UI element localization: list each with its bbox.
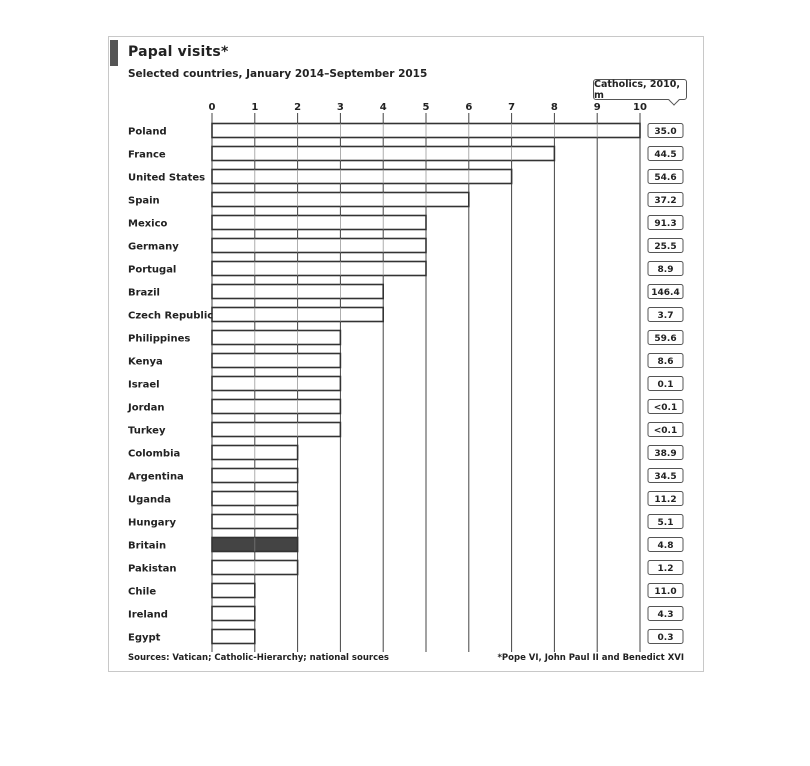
category-label: Spain <box>128 195 160 207</box>
value-label: 35.0 <box>654 127 677 137</box>
value-label: 38.9 <box>654 449 677 459</box>
x-tick-label: 3 <box>336 102 344 113</box>
value-label: 4.3 <box>657 610 674 620</box>
value-label: 8.9 <box>657 265 674 275</box>
bar <box>212 423 340 437</box>
value-label: 34.5 <box>654 472 677 482</box>
value-label: 11.2 <box>654 495 677 505</box>
bar <box>212 239 426 253</box>
category-label: Hungary <box>128 517 176 529</box>
category-label: Poland <box>128 126 167 138</box>
x-tick-label: 2 <box>294 102 302 113</box>
value-label: 1.2 <box>657 564 674 574</box>
category-label: Czech Republic <box>128 310 214 322</box>
bar <box>212 584 255 598</box>
category-label: Philippines <box>128 333 191 345</box>
bar <box>212 216 426 230</box>
value-label: 91.3 <box>654 219 677 229</box>
category-label: Israel <box>128 379 160 391</box>
category-label: Germany <box>128 241 179 253</box>
value-label: 4.8 <box>657 541 674 551</box>
value-label: <0.1 <box>653 403 678 413</box>
category-label: United States <box>128 172 206 184</box>
x-tick-label: 0 <box>208 102 216 113</box>
category-label: Brazil <box>128 287 160 299</box>
unit-label-callout: Catholics, 2010, m <box>593 79 687 100</box>
x-axis-ticks <box>209 102 647 113</box>
x-tick-label: 8 <box>550 102 558 113</box>
bar <box>212 331 340 345</box>
category-label: Portugal <box>128 264 177 276</box>
value-label: 44.5 <box>654 150 677 160</box>
category-labels <box>127 127 213 644</box>
bar <box>212 377 340 391</box>
value-label: 11.0 <box>654 587 677 597</box>
x-tick-label: 6 <box>465 102 473 113</box>
category-label: Turkey <box>128 425 166 437</box>
value-label: 5.1 <box>657 518 674 528</box>
category-label: France <box>128 149 166 161</box>
value-label: 37.2 <box>654 196 677 206</box>
category-label: Uganda <box>128 494 172 506</box>
value-label: 8.6 <box>657 357 674 367</box>
value-label: 3.7 <box>657 311 674 321</box>
category-label: Egypt <box>128 632 161 644</box>
source-note: Sources: Vatican; Catholic-Hierarchy; national sources <box>128 653 389 663</box>
x-tick-label: 7 <box>508 102 516 113</box>
category-label: Kenya <box>128 356 163 368</box>
bar <box>212 400 340 414</box>
footnote: *Pope VI, John Paul II and Benedict XVI <box>497 653 684 663</box>
bar <box>212 630 255 644</box>
bar <box>212 607 255 621</box>
x-tick-label: 4 <box>379 102 387 113</box>
bar <box>212 170 512 184</box>
x-tick-label: 1 <box>251 102 259 113</box>
category-label: Mexico <box>128 218 168 230</box>
chart-subtitle: Selected countries, January 2014–September 2015 <box>128 68 428 80</box>
category-label: Britain <box>128 540 167 552</box>
category-label: Pakistan <box>128 563 177 575</box>
category-label: Ireland <box>128 609 168 621</box>
value-label: 0.1 <box>657 380 674 390</box>
bar <box>212 262 426 276</box>
bar <box>212 354 340 368</box>
chart-title: Papal visits* <box>128 44 229 60</box>
category-label: Chile <box>128 586 157 598</box>
category-label: Jordan <box>128 402 165 414</box>
catholic-population-values <box>648 124 683 644</box>
x-tick-label: 5 <box>422 102 430 113</box>
value-label: 0.3 <box>657 633 674 643</box>
category-label: Colombia <box>128 448 181 460</box>
value-label: 54.6 <box>654 173 677 183</box>
value-label: <0.1 <box>653 426 678 436</box>
x-tick-label: 10 <box>633 102 647 113</box>
value-label: 146.4 <box>651 288 680 298</box>
x-tick-label: 9 <box>593 102 601 113</box>
value-label: 25.5 <box>654 242 677 252</box>
value-label: 59.6 <box>654 334 677 344</box>
category-label: Argentina <box>128 471 184 483</box>
